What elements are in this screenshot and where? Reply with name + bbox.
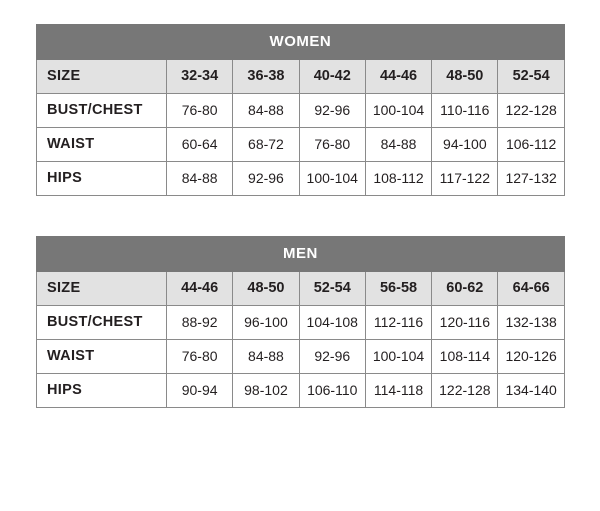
column-header-size-value: 60-62 (432, 272, 498, 306)
measurement-cell: 108-112 (365, 162, 431, 196)
measurement-cell: 122-128 (498, 94, 564, 128)
column-header-size: SIZE (37, 60, 167, 94)
measurement-cell: 96-100 (233, 306, 299, 340)
table-title: WOMEN (37, 25, 565, 60)
row-label: WAIST (37, 128, 167, 162)
measurement-cell: 76-80 (299, 128, 365, 162)
table-row (37, 162, 565, 196)
measurement-cell: 112-116 (365, 306, 431, 340)
table-spacer (36, 196, 564, 236)
measurement-cell: 68-72 (233, 128, 299, 162)
column-header-size-value: 32-34 (167, 60, 233, 94)
table-header-row (37, 272, 565, 306)
measurement-cell: 88-92 (167, 306, 233, 340)
column-header-size-value: 52-54 (299, 272, 365, 306)
measurement-cell: 117-122 (432, 162, 498, 196)
column-header-size-value: 48-50 (432, 60, 498, 94)
measurement-cell: 114-118 (365, 374, 431, 408)
measurement-cell: 84-88 (365, 128, 431, 162)
table-title-row (37, 237, 565, 272)
measurement-cell: 92-96 (299, 94, 365, 128)
table-row (37, 306, 565, 340)
table-row (37, 94, 565, 128)
measurement-cell: 98-102 (233, 374, 299, 408)
measurement-cell: 84-88 (233, 340, 299, 374)
measurement-cell: 76-80 (167, 94, 233, 128)
measurement-cell: 90-94 (167, 374, 233, 408)
column-header-size-value: 56-58 (365, 272, 431, 306)
row-label: BUST/CHEST (37, 94, 167, 128)
row-label: HIPS (37, 162, 167, 196)
row-label: BUST/CHEST (37, 306, 167, 340)
measurement-cell: 60-64 (167, 128, 233, 162)
measurement-cell: 106-110 (299, 374, 365, 408)
measurement-cell: 104-108 (299, 306, 365, 340)
column-header-size-value: 52-54 (498, 60, 564, 94)
table-row (37, 374, 565, 408)
measurement-cell: 100-104 (365, 94, 431, 128)
size-table-men (36, 236, 565, 408)
measurement-cell: 76-80 (167, 340, 233, 374)
measurement-cell: 132-138 (498, 306, 564, 340)
measurement-cell: 92-96 (299, 340, 365, 374)
column-header-size-value: 40-42 (299, 60, 365, 94)
column-header-size-value: 64-66 (498, 272, 564, 306)
measurement-cell: 84-88 (167, 162, 233, 196)
measurement-cell: 84-88 (233, 94, 299, 128)
measurement-cell: 92-96 (233, 162, 299, 196)
measurement-cell: 120-126 (498, 340, 564, 374)
measurement-cell: 100-104 (299, 162, 365, 196)
measurement-cell: 100-104 (365, 340, 431, 374)
measurement-cell: 120-116 (432, 306, 498, 340)
measurement-cell: 127-132 (498, 162, 564, 196)
measurement-cell: 106-112 (498, 128, 564, 162)
table-title-row (37, 25, 565, 60)
measurement-cell: 122-128 (432, 374, 498, 408)
measurement-cell: 108-114 (432, 340, 498, 374)
size-table-women (36, 24, 565, 196)
table-row (37, 128, 565, 162)
column-header-size-value: 44-46 (167, 272, 233, 306)
measurement-cell: 110-116 (432, 94, 498, 128)
row-label: WAIST (37, 340, 167, 374)
measurement-cell: 94-100 (432, 128, 498, 162)
measurement-cell: 134-140 (498, 374, 564, 408)
row-label: HIPS (37, 374, 167, 408)
table-title: MEN (37, 237, 565, 272)
table-row (37, 340, 565, 374)
column-header-size-value: 44-46 (365, 60, 431, 94)
column-header-size: SIZE (37, 272, 167, 306)
column-header-size-value: 36-38 (233, 60, 299, 94)
table-header-row (37, 60, 565, 94)
column-header-size-value: 48-50 (233, 272, 299, 306)
